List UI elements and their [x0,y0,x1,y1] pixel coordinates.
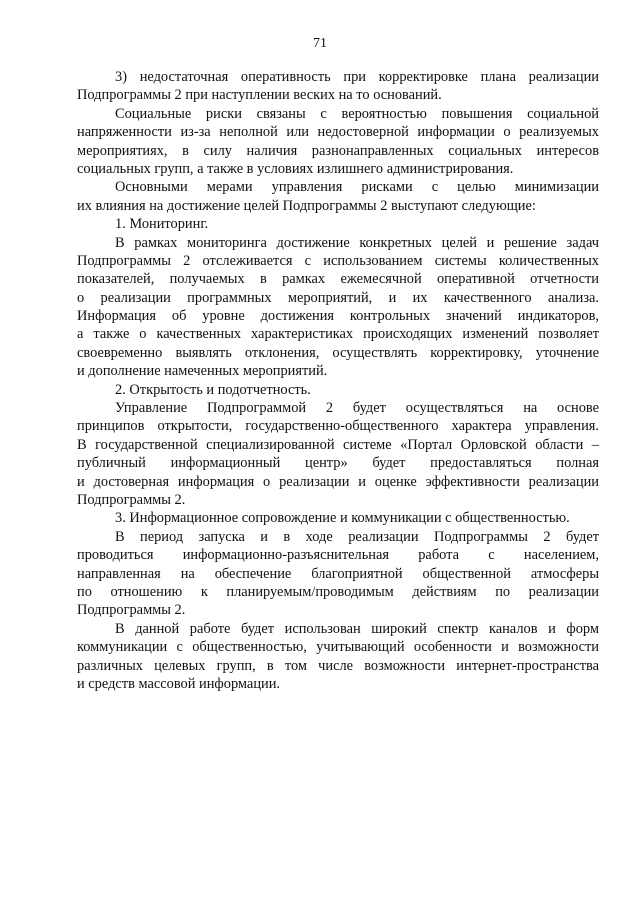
paragraph-communication-channels [77,620,599,694]
text-line: Подпрограммы 2 отслеживается с использованием системы количественных [77,252,599,269]
text-line: публичный информационный центр» будет предоставляться полная [77,455,599,472]
text-line: и средств массовой информации. [77,675,281,692]
paragraph-insufficient-efficiency [77,68,599,105]
text-line: коммуникации с общественностью, учитывающий особенности и возможности [77,639,599,656]
paragraph-social-risks [77,105,599,179]
text-line: и дополнение намеченных мероприятий. [77,363,328,380]
text-line: показателей, получаемых в рамках ежемесячной оперативной отчетности [77,271,599,288]
document-body [77,68,599,693]
text-line: В период запуска и в ходе реализации Подпрограммы 2 будет [115,528,599,545]
text-line: о реализации программных мероприятий, и их качественного анализа. [77,289,599,306]
text-line: 3) недостаточная оперативность при корректировке плана реализации [115,69,599,85]
text-line: В рамках мониторинга достижение конкретных целей и решение задач [115,234,599,251]
text-line: В данной работе будет использован широкий спектр каналов и форм [115,620,599,637]
heading-information-support [77,509,599,527]
text-line: Информация об уровне достижения контрольных значений индикаторов, [77,308,599,325]
text-line: своевременно выявлять отклонения, осуществлять корректировку, уточнение [77,344,599,361]
text-line: проводиться информационно-разъяснительная работа с населением, [77,547,599,564]
text-line: а также о качественных характеристиках происходящих изменений позволяет [77,326,599,343]
text-line: напряженности из-за неполной или недостоверной информации о реализуемых [77,124,599,141]
text-line: Подпрограммы 2. [77,491,186,508]
text-line: Подпрограммы 2. [77,602,186,619]
heading-monitoring [77,215,599,233]
text-line: их влияния на достижение целей Подпрограммы 2 выступают следующие: [77,197,536,214]
paragraph-risk-management-measures [77,178,599,215]
text-line: мероприятиях, в силу наличия разнонаправленных социальных интересов [77,142,599,159]
paragraph-information-support [77,528,599,620]
text-line: Управление Подпрограммой 2 будет осуществляться на основе [115,400,599,417]
text-line: различных целевых групп, в том числе возможности интернет-пространства [77,657,599,674]
text-line: по отношению к планируемым/проводимым действиям по реализации [77,583,599,600]
text-line: социальных групп, а также в условиях излишнего администрирования. [77,160,514,177]
page-number: 71 [313,36,327,51]
paragraph-openness [77,399,599,509]
text-line: 1. Мониторинг. [115,216,209,233]
text-line: принципов открытости, государственно-общественного характера управления. [77,418,599,435]
text-line: В государственной специализированной системе «Портал Орловской области – [77,436,599,453]
text-line: 3. Информационное сопровождение и коммуникации с общественностью. [115,510,570,527]
paragraph-monitoring [77,234,599,381]
text-line: Основными мерами управления рисками с целью минимизации [115,179,599,196]
text-line: 2. Открытость и подотчетность. [115,381,311,398]
heading-openness [77,381,599,399]
text-line: направленная на обеспечение благоприятной общественной атмосферы [77,565,599,582]
text-line: и достоверная информация о реализации и оценке эффективности реализации [77,473,599,490]
text-line: Подпрограммы 2 при наступлении веских на то оснований. [77,87,442,104]
text-line: Социальные риски связаны с вероятностью повышения социальной [115,105,599,122]
